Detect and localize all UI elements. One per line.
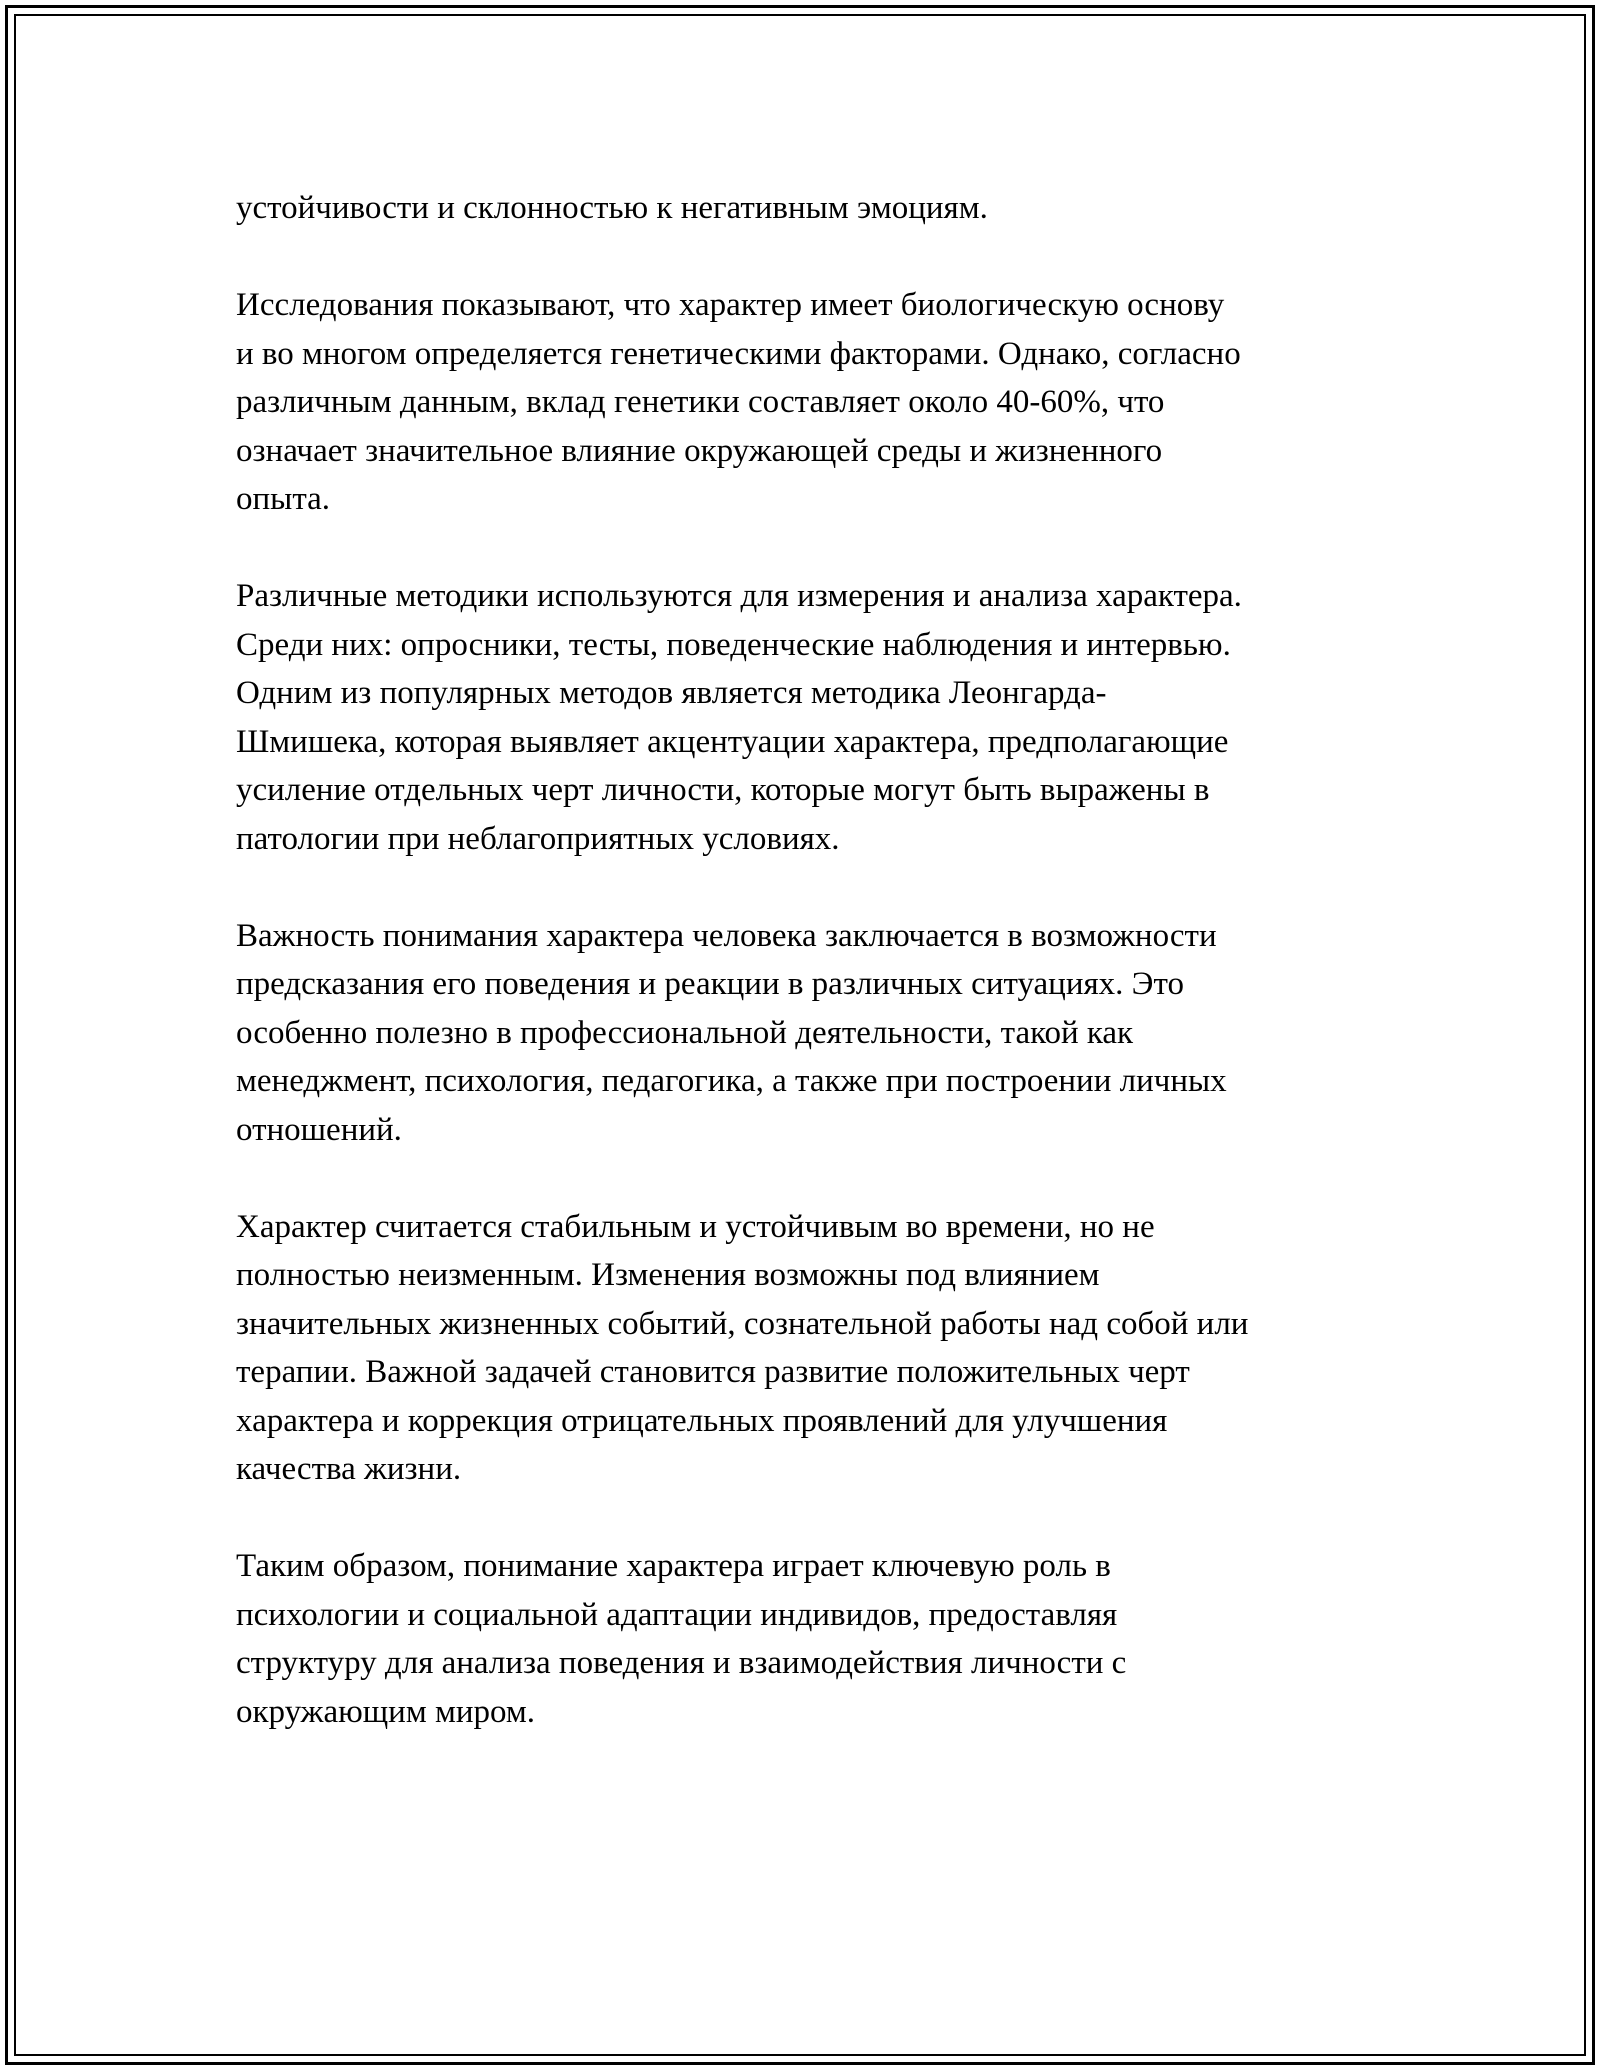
paragraph-methods: Различные методики используются для измерения и анализа характера. Среди них: опросники, тесты, поведенческие наблюдения и интервью. Одним из популярных методов является методика Леонгарда- Шмишека, которая выявляет акцентуации характера, предполагающие усиление отдельных черт личности, которые могут быть выражены в патологии при неблагоприятных условиях. (236, 578, 1242, 857)
paragraph-stability: Характер считается стабильным и устойчивым во времени, но не полностью неизменным. Изменения возможны под влиянием значительных жизненных событий, сознательной работы над собой или терапии. Важной задачей становится развитие положительных черт характера и коррекция отрицательных проявлений для улучшения качества жизни. (236, 1208, 1249, 1487)
paragraph-conclusion: Таким образом, понимание характера играет ключевую роль в психологии и социальной адаптации индивидов, предоставляя структуру для анализа поведения и взаимодействия личности с окружающим миром. (236, 1548, 1127, 1730)
paragraph-biological-basis: Исследования показывают, что характер имеет биологическую основу и во многом определяется генетическими факторами. Однако, согласно различным данным, вклад генетики составляет около 40-60%, что означает значительное влияние окружающей среды и жизненного опыта. (236, 287, 1241, 517)
paragraph-continuation: устойчивости и склонностью к негативным эмоциям. (236, 190, 988, 226)
document-body (236, 184, 1376, 1785)
paragraph-importance: Важность понимания характера человека заключается в возможности предсказания его поведения и реакции в различных ситуациях. Это особенно полезно в профессиональной деятельности, такой как менеджмент, психология, педагогика, а также при построении личных отношений. (236, 917, 1227, 1148)
